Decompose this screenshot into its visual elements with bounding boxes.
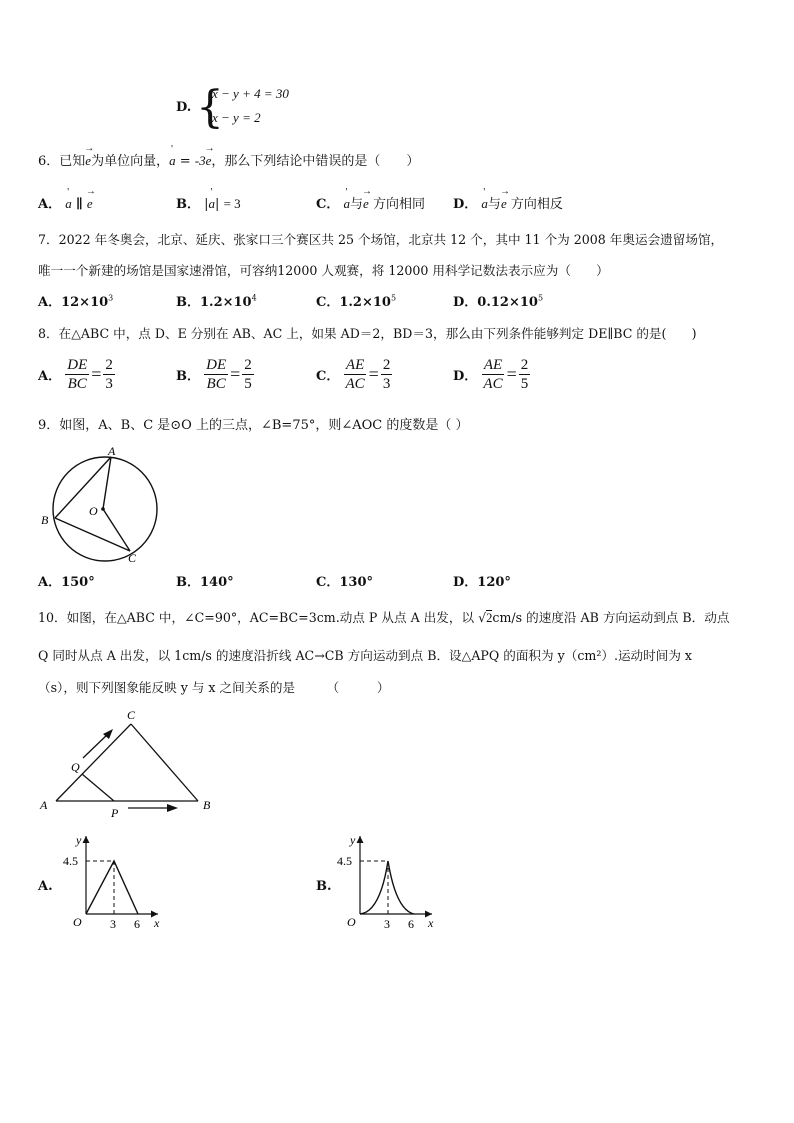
side-ac — [56, 724, 131, 801]
q7-option-c[interactable]: C．$1.2\times 10^5$ — [316, 293, 397, 310]
q8-option-a[interactable]: A． $\frac{DE}{BC}$ = $\frac{2}{3}$ — [38, 357, 113, 392]
equation-2: x − y = 2 — [212, 110, 261, 125]
question-7-line-2: 唯一一个新建的场馆是国家速滑馆，可容纳12000 人观赛，将 12000 用科学记数法表示应为（ ） — [38, 263, 609, 278]
label-b: B — [41, 513, 49, 527]
q10-graph-b[interactable] — [334, 830, 444, 935]
svg-text:6: 6 — [134, 917, 140, 931]
svg-text:4.5: 4.5 — [337, 854, 352, 868]
svg-text:O: O — [73, 915, 82, 929]
equation-1: x − y + 4 = 30 — [212, 86, 289, 101]
q7-option-a[interactable]: A．$12\times 10^3$ — [38, 293, 114, 310]
q8-option-d[interactable]: D． $\frac{AE}{AC}$ = $\frac{2}{5}$ — [453, 357, 529, 392]
label-b: B — [203, 798, 211, 812]
sqrt-symbol: √ — [478, 610, 487, 625]
q9-option-a[interactable]: A．150° — [38, 575, 95, 590]
side-cb — [131, 724, 198, 801]
q6-option-a[interactable]: A． ' a ∥ → e — [38, 193, 93, 212]
question-9-stem: 9．如图，A、B、C 是⊙O 上的三点，∠B=75°，则∠AOC 的度数是（ ） — [38, 418, 469, 433]
label-o: O — [89, 504, 98, 518]
graph-curve — [360, 861, 414, 914]
q9-option-b[interactable]: B．140° — [176, 575, 234, 590]
vector-a: ' a — [169, 153, 176, 169]
q6-option-d[interactable]: D． ' a与→ e 方向相反 — [453, 193, 563, 212]
q6-option-b[interactable]: B． |' a| = 3 — [176, 193, 241, 212]
q10-option-b-label[interactable]: B. — [316, 879, 332, 894]
label-a: A — [108, 444, 116, 458]
svg-text:3: 3 — [384, 917, 390, 931]
q10-triangle-figure — [36, 706, 226, 821]
question-10-line-3: （s），则下列图象能反映 y 与 x 之间关系的是 （ ） — [38, 680, 390, 695]
circle-o — [53, 457, 157, 561]
question-6-stem: 6．已知→ e为单位向量，' a = -3→ e，那么下列结论中错误的是（ ） — [38, 150, 419, 169]
graph-line — [86, 861, 138, 914]
question-10-line-1: 10．如图，在△ABC 中，∠C=90°，AC=BC=3cm.动点 P 从点 A 出发，以 √2cm/s 的速度沿 AB 方向运动到点 B．动点 — [38, 610, 730, 625]
question-7-line-1: 7．2022 年冬奥会，北京、延庆、张家口三个赛区共 25 个场馆，北京共 12 个，其中 11 个为 2008 年奥运会遗留场馆， — [38, 232, 724, 247]
q6-option-c[interactable]: C． ' a与→ e 方向相同 — [316, 193, 425, 212]
label-q: Q — [71, 760, 80, 774]
q5-option-d-label: D. — [176, 100, 192, 115]
label-c: C — [128, 551, 137, 565]
svg-text:y: y — [76, 833, 82, 847]
q10-graph-a[interactable] — [60, 830, 170, 935]
q8-option-b[interactable]: B． $\frac{DE}{BC}$ = $\frac{2}{5}$ — [176, 357, 252, 392]
label-a: A — [40, 798, 48, 812]
q10-option-a-label[interactable]: A. — [38, 879, 53, 894]
label-c: C — [127, 708, 136, 722]
q9-option-d[interactable]: D．120° — [453, 575, 511, 590]
left-brace: { — [196, 82, 224, 133]
svg-text:y: y — [350, 833, 356, 847]
question-10-line-2: Q 同时从点 A 出发，以 1cm/s 的速度沿折线 AC→CB 方向运动到点 B．设△APQ 的面积为 y（cm²）.运动时间为 x — [38, 648, 693, 663]
q7-option-d[interactable]: D．$0.12\times 10^5$ — [453, 293, 544, 310]
svg-text:4.5: 4.5 — [63, 854, 78, 868]
vector-e: → e — [85, 153, 91, 169]
center-point — [101, 507, 105, 511]
svg-text:x: x — [428, 916, 434, 930]
svg-text:O: O — [347, 915, 356, 929]
svg-text:6: 6 — [408, 917, 414, 931]
label-p: P — [111, 806, 119, 820]
q9-circle-figure — [38, 443, 168, 568]
svg-text:x: x — [154, 916, 160, 930]
question-8-stem: 8．在△ABC 中，点 D、E 分别在 AB、AC 上，如果 AD＝2，BD＝3，那么由下列条件能够判定 DE∥BC 的是( ) — [38, 326, 697, 341]
arrow-p-head — [167, 804, 178, 812]
q7-option-b[interactable]: B．$1.2\times 10^4$ — [176, 293, 257, 310]
q9-option-c[interactable]: C．130° — [316, 575, 373, 590]
svg-text:3: 3 — [110, 917, 116, 931]
segment-qp — [82, 774, 114, 801]
vector-e: → e — [206, 153, 212, 169]
q8-option-c[interactable]: C． $\frac{AE}{AC}$ = $\frac{2}{3}$ — [316, 357, 391, 392]
